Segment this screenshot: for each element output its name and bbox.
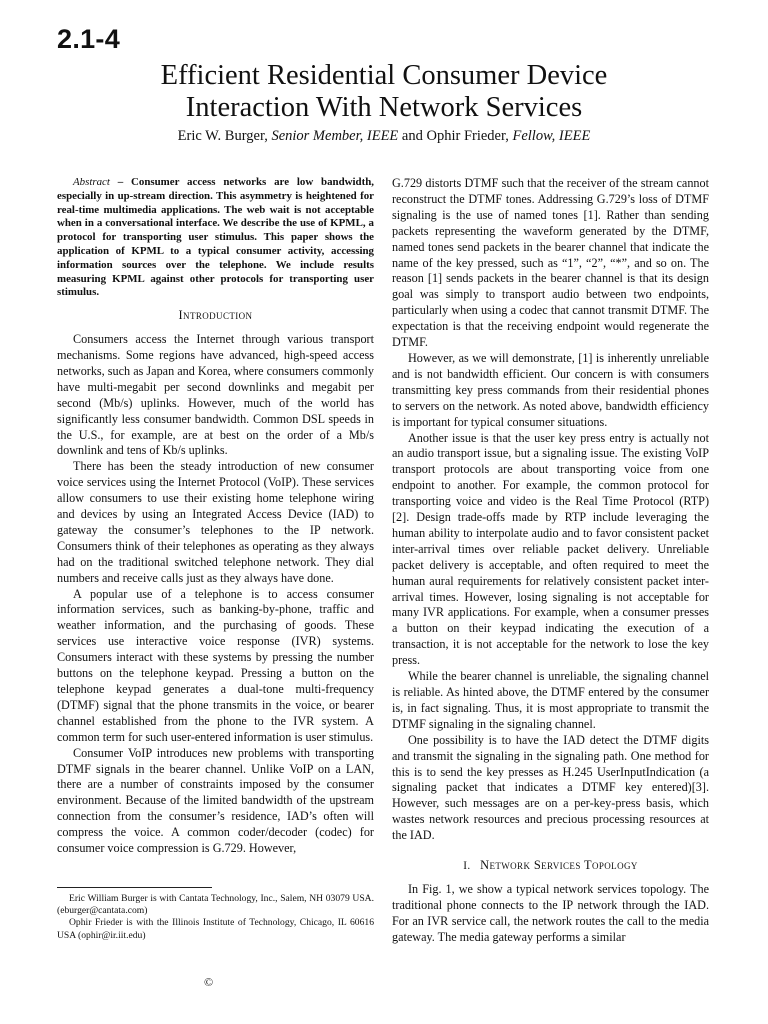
intro-paragraph: Consumer VoIP introduces new problems with transporting DTMF signals in the bearer channel. Unlike VoIP on a LAN, there are a number of constraints imposed by the consumer environment. Because of the limited bandwidth of the upstream connection from the consumer’s residence, IAD’s often will compress the voice. A common coder/decoder (codec) for consumer voice compression is G.729. However, xyxy=(57,745,374,856)
body-paragraph: Another issue is that the user key press entry is actually not an audio transport issue, but a signaling issue. The existing VoIP transport protocols are about transporting voice from one endpoint to another. For example, the common protocol for transporting voice and video is the Real Time Protocol (RTP) [2]. Design trade-offs made by RTP include leveraging the human ability to interpolate audio and to favor consistent packet inter-arrival times over reliable packet delivery. Unreliable packet delivery is acceptable, and often required to meet the human aural requirements for relatively consistent packet inter-arrival times. However, losing signaling is not acceptable for many IVR applications. For example, when a consumer presses a button on their keypad indicating the execution of a transaction, it is not acceptable for the network to lose the key press. xyxy=(392,430,709,668)
section-1-heading xyxy=(392,858,709,875)
paper-number: 2.1-4 xyxy=(57,24,121,54)
footnote: Eric William Burger is with Cantata Technology, Inc., Salem, NH 03079 USA. (eburger@cantata.com) xyxy=(57,893,374,917)
abstract xyxy=(57,176,374,300)
section-1-title: Network Services Topology xyxy=(480,858,638,873)
author-2-role: Fellow, IEEE xyxy=(512,128,591,144)
author-1-role: Senior Member, IEEE xyxy=(271,128,399,144)
title-line-1: Efficient Residential Consumer Device xyxy=(160,60,608,91)
body-paragraph: G.729 distorts DTMF such that the receiver of the stream cannot reconstruct the DTMF tones. Addressing G.729’s loss of DTMF signaling is the use of named tones [1]. Rather than sending packets representing the waveform generated by the DTMF, named tones send packets in the bearer channel that indicate the name of the key pressed, such as “1”, “2”, “*”, and so on. The reason [1] sends packets in the bearer channel is that its design goal was simply to transport audio between two endpoints, particularly when using a codec that cannot transmit DTMF. The expectation is that the receiving endpoint would regenerate the DTMF. xyxy=(392,176,709,350)
section-1-number: I. xyxy=(463,860,471,873)
author-conjunction: and xyxy=(398,128,427,144)
body-paragraph: One possibility is to have the IAD detect the DTMF digits and transmit the signaling in the signaling path. One method for this is to send the key presses as H.245 UserInputIndication (a signaling packet that indicates a DTMF key entered)[3]. However, such messages are on a per-key-press basis, which wastes network resources and precious processing resources at the IAD. xyxy=(392,732,709,843)
paper-title xyxy=(60,60,708,124)
copyright-symbol: © xyxy=(204,975,214,989)
body-paragraph: However, as we will demonstrate, [1] is inherently unreliable and is not bandwidth efficient. Our concern is with consumers transmitting key press commands from their residential phones to servers on the network. As noted above, bandwidth efficiency is important for typical consumer situations. xyxy=(392,350,709,429)
footnote: Ophir Frieder is with the Illinois Institute of Technology, Chicago, IL 60616 USA (ophir@ir.iit.edu) xyxy=(57,917,374,941)
author-1-name: Eric W. Burger, xyxy=(177,128,272,144)
title-line-2: Interaction With Network Services xyxy=(185,92,583,123)
body-paragraph: While the bearer channel is unreliable, the signaling channel is reliable. As hinted above, the DTMF entered by the consumer is, in fact signaling. Thus, it is most appropriate to transmit the DTMF signaling in the signaling channel. xyxy=(392,669,709,731)
body-paragraph: In Fig. 1, we show a typical network services topology. The traditional phone connects to the IP network through the IAD. For an IVR service call, the network routes the call to the media gateway. The media gateway performs a similar xyxy=(392,881,709,944)
intro-paragraph: There has been the steady introduction of new consumer voice services using the Internet Protocol (VoIP). These services allow consumers to use their existing home telephone wiring and devices by using an Integrated Access Device (IAD) to gateway the consumer’s telephones to the IP network. Consumers think of their telephones as operating as they always had on the traditional switched telephone network. They dial numbers and receive calls just as they always have done. xyxy=(57,459,374,585)
footnotes xyxy=(57,893,374,942)
abstract-text: – Consumer access networks are low bandwidth, especially in up-stream direction. This asymmetry is heightened for real-time multimedia applications. The web wait is not acceptable when in a conversational interface. We describe the use of KPML, a protocol for transporting user stimulus. This paper shows the application of KPML to a typical consumer activity, accessing information sources over the telephone. We include results measuring KPML against other protocols for transporting user stimulus. xyxy=(57,176,374,299)
author-2-name: Ophir Frieder, xyxy=(426,128,513,144)
abstract-label: Abstract xyxy=(73,176,110,188)
intro-paragraph: A popular use of a telephone is to access consumer information services, such as banking-by-phone, traffic and weather information, and the purchasing of goods. These services use interactive voice response (IVR) systems. Consumers interact with these systems by pressing the number buttons on the telephone keypad. Pressing a button on the telephone keypad generates a dual-tone multi-frequency (DTMF) signal that the phone transmits in the voice, or bearer channel established from the phone to the IVR system. A common term for such user-entered information is user stimulus. xyxy=(57,586,374,744)
left-column xyxy=(57,176,374,857)
introduction-heading: Introduction xyxy=(178,308,253,323)
intro-paragraph: Consumers access the Internet through various transport mechanisms. Some regions have advanced, high-speed access networks, such as Japan and Korea, where consumers commonly have multi-megabit per second downlinks and megabit per second (Mb/s) uplinks. However, much of the world has significantly less consumer bandwidth. Common DSL speeds in the U.S., for example, are at best on the order of a Mb/s downlink and tens of Kb/s uplinks. xyxy=(57,332,374,458)
footnote-divider xyxy=(57,887,212,888)
right-column xyxy=(392,176,709,946)
author-line xyxy=(60,128,708,145)
